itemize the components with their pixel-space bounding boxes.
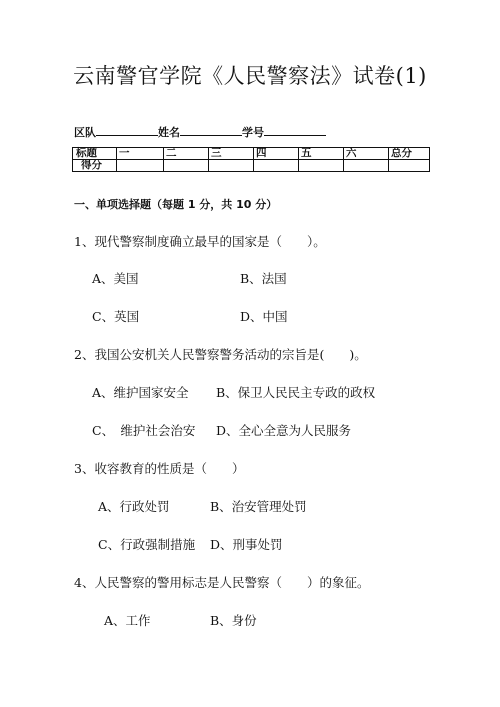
option-text: A、行政处罚 — [98, 499, 170, 514]
question-stem: 4、人民警察的警用标志是人民警察（ ）的象征。 — [74, 575, 370, 590]
score-header-cell: 标题 — [73, 148, 117, 160]
score-header-cell: 三 — [209, 148, 254, 160]
option-text: D、中国 — [240, 309, 288, 324]
name-label: 姓名 — [158, 126, 180, 139]
id-blank — [264, 124, 326, 136]
score-value-row — [73, 160, 430, 172]
score-cell[interactable] — [164, 160, 209, 172]
option-text: C、英国 — [92, 309, 140, 324]
score-header-cell: 四 — [254, 148, 299, 160]
score-table — [72, 147, 430, 172]
option-text: C、 维护社会治安 — [92, 423, 196, 438]
option-text: D、全心全意为人民服务 — [216, 423, 352, 438]
score-header-cell: 一 — [117, 148, 164, 160]
score-cell[interactable] — [299, 160, 344, 172]
score-cell[interactable] — [209, 160, 254, 172]
option-text: B、治安管理处罚 — [210, 499, 307, 514]
score-header-cell: 总分 — [389, 148, 430, 160]
option-text: C、行政强制措施 — [98, 537, 196, 552]
team-label: 区队 — [74, 126, 96, 139]
question-stem: 3、收容教育的性质是（ ） — [74, 461, 245, 476]
name-blank — [180, 124, 242, 136]
option-text: A、工作 — [104, 613, 151, 628]
option-text: B、身份 — [210, 613, 257, 628]
section-title: 一、单项选择题（每题 1 分，共 10 分） — [74, 198, 278, 211]
option-text: B、法国 — [240, 271, 287, 286]
score-header-row — [73, 148, 430, 160]
score-cell[interactable] — [117, 160, 164, 172]
option-text: A、美国 — [92, 271, 139, 286]
score-cell[interactable] — [389, 160, 430, 172]
question-stem: 1、现代警察制度确立最早的国家是（ ）。 — [74, 234, 326, 249]
team-blank — [96, 124, 158, 136]
score-row-label: 得分 — [73, 160, 117, 172]
question-stem: 2、我国公安机关人民警察警务活动的宗旨是( )。 — [74, 347, 367, 362]
option-text: D、刑事处罚 — [210, 537, 283, 552]
score-header-cell: 二 — [164, 148, 209, 160]
score-header-cell: 五 — [299, 148, 344, 160]
page-title: 云南警官学院《人民警察法》试卷(1) — [73, 64, 427, 88]
score-cell[interactable] — [344, 160, 389, 172]
score-header-cell: 六 — [344, 148, 389, 160]
id-label: 学号 — [242, 126, 264, 139]
option-text: A、维护国家安全 — [92, 385, 189, 400]
option-text: B、保卫人民民主专政的政权 — [216, 385, 376, 400]
score-cell[interactable] — [254, 160, 299, 172]
student-info-row — [74, 124, 326, 140]
